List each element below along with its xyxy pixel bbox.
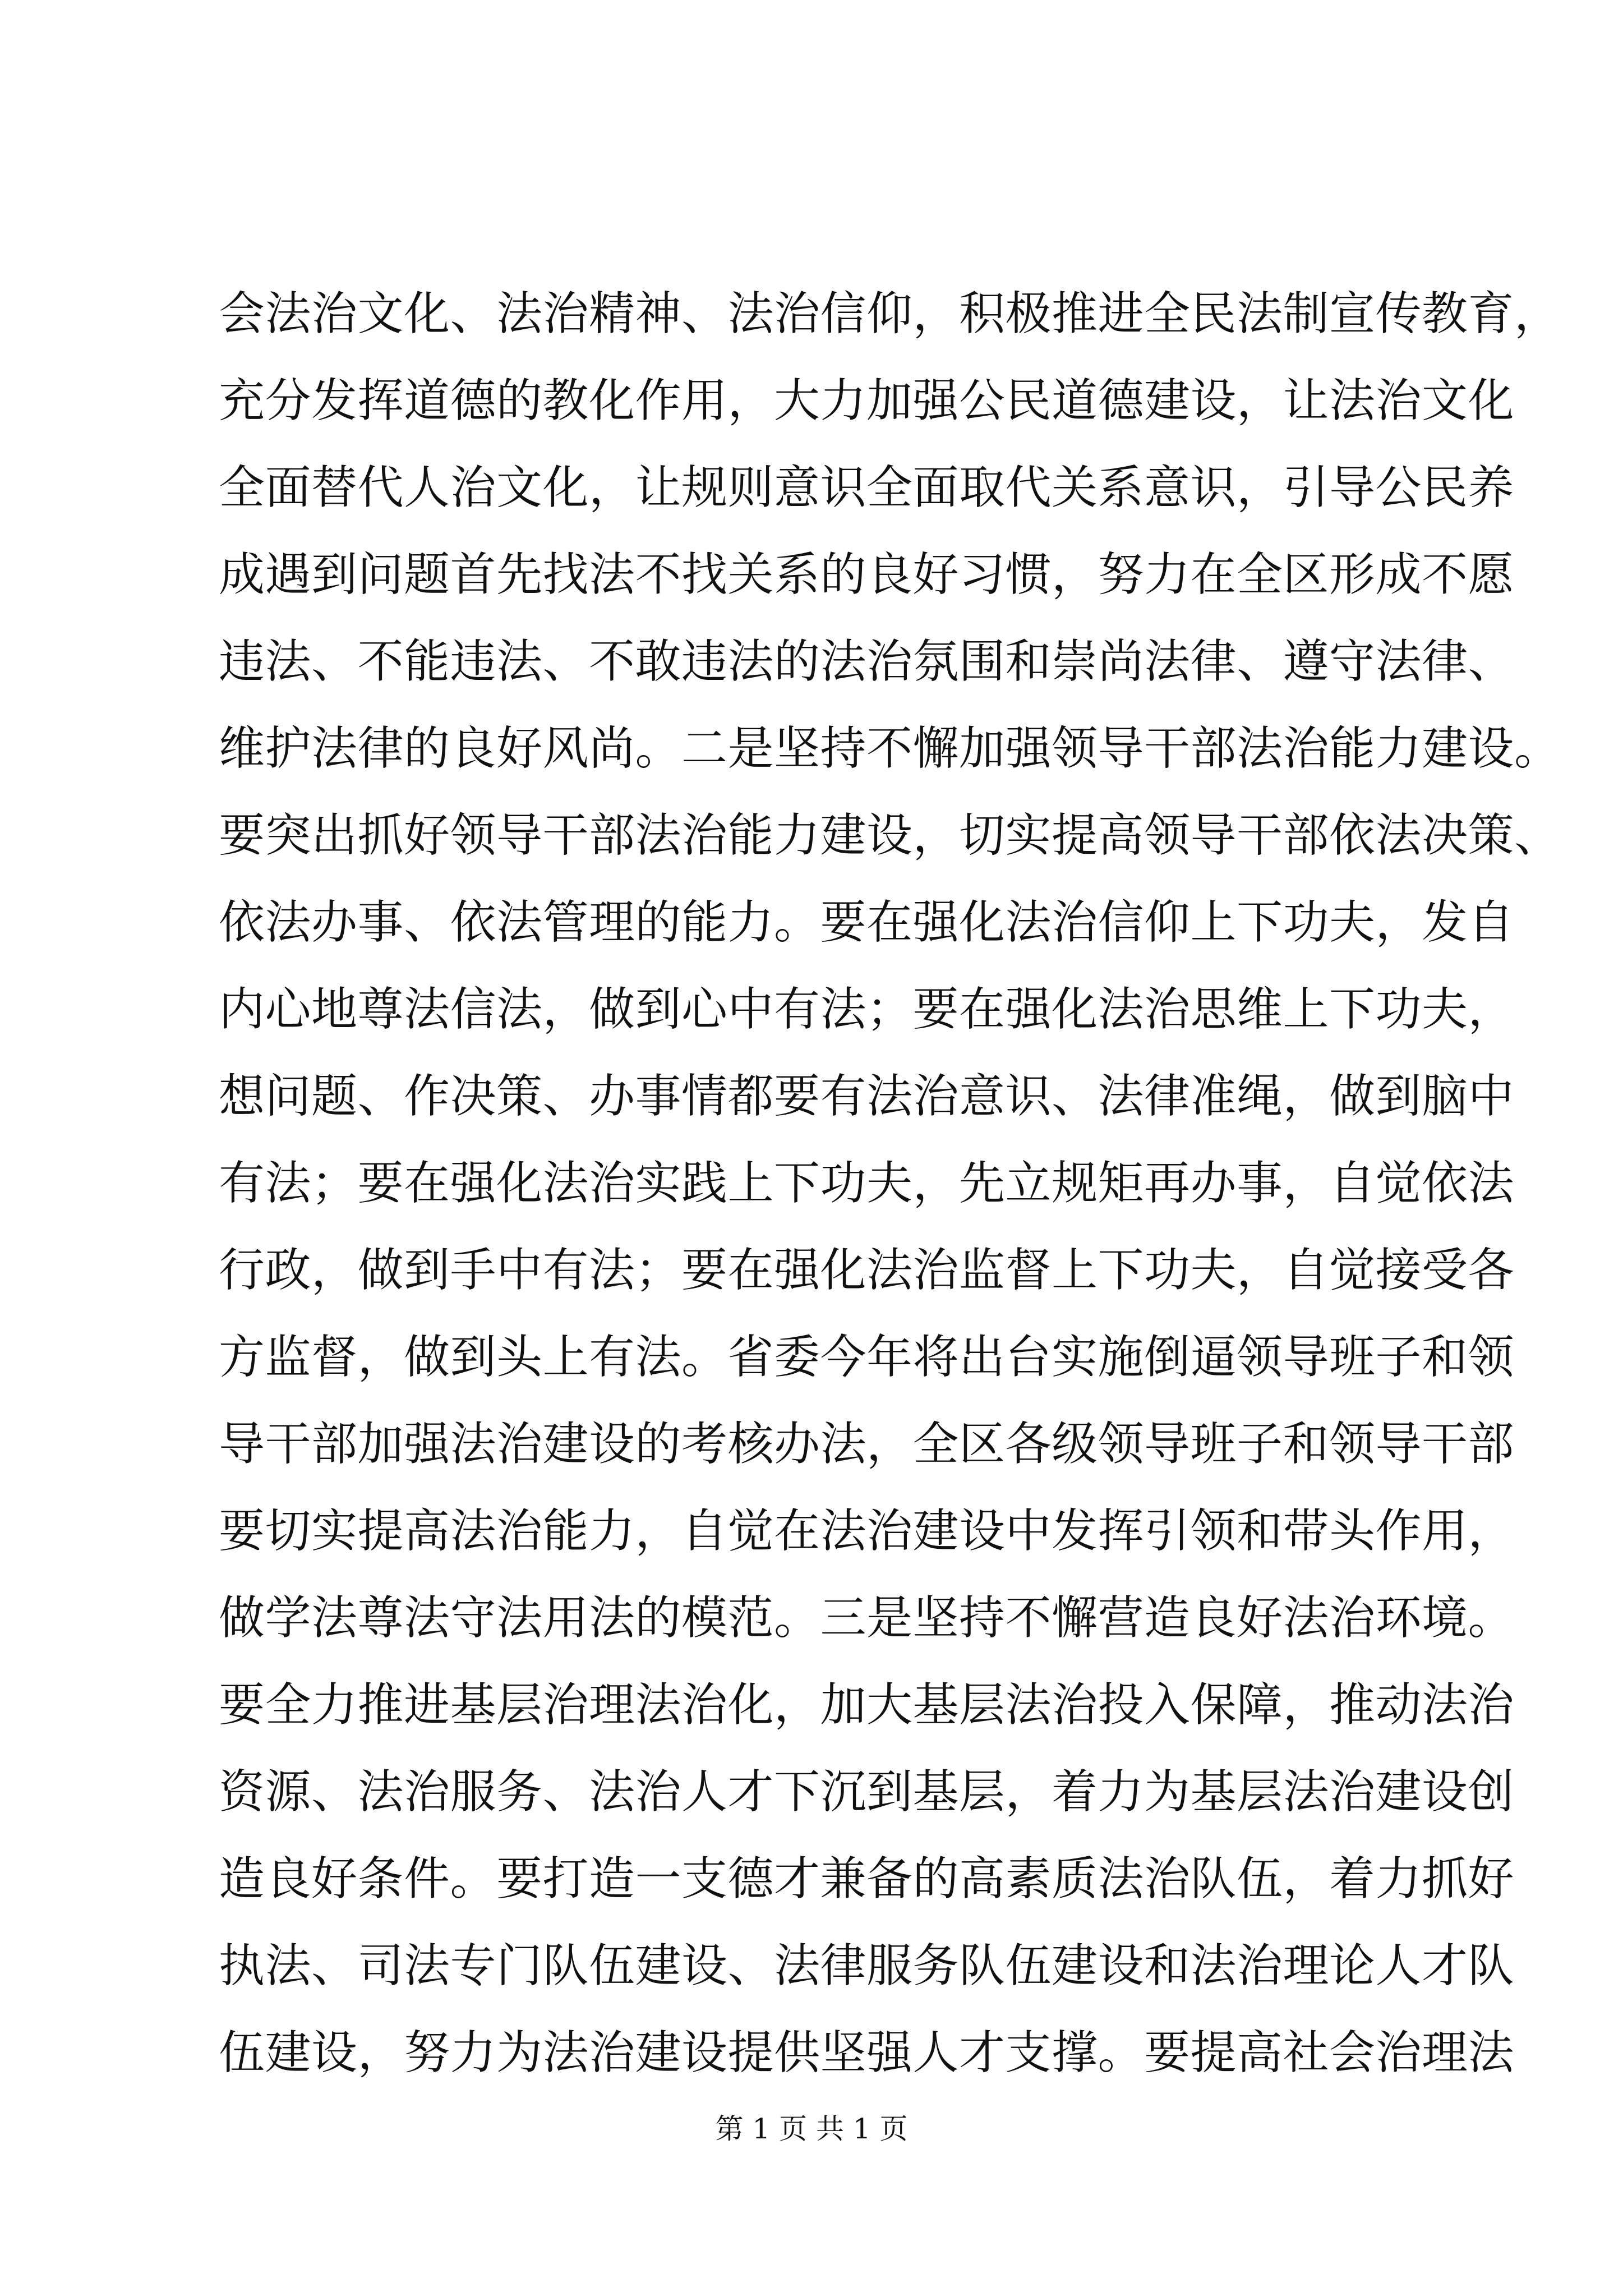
page-footer	[0, 2109, 1623, 2148]
text-line: 会法治文化、法治精神、法治信仰，积极推进全民法制宣传教育，	[219, 287, 1561, 341]
text-line: 想问题、作决策、办事情都要有法治意识、法律准绳，做到脑中	[219, 1070, 1515, 1123]
text-line: 内心地尊法信法，做到心中有法；要在强化法治思维上下功夫，	[219, 983, 1515, 1036]
text-line: 全面替代人治文化，让规则意识全面取代关系意识，引导公民养	[219, 461, 1515, 514]
text-line: 维护法律的良好风尚。二是坚持不懈加强领导干部法治能力建设。	[219, 722, 1561, 775]
text-line: 伍建设，努力为法治建设提供坚强人才支撑。要提高社会治理法	[219, 2026, 1515, 2079]
text-line: 要切实提高法治能力，自觉在法治建设中发挥引领和带头作用，	[219, 1504, 1515, 1558]
text-line: 要突出抓好领导干部法治能力建设，切实提高领导干部依法决策、	[219, 809, 1561, 862]
text-line: 做学法尊法守法用法的模范。三是坚持不懈营造良好法治环境。	[219, 1591, 1515, 1645]
text-line: 要全力推进基层治理法治化，加大基层法治投入保障，推动法治	[219, 1678, 1515, 1732]
text-line: 违法、不能违法、不敢违法的法治氛围和崇尚法律、遵守法律、	[219, 635, 1515, 688]
text-line: 依法办事、依法管理的能力。要在强化法治信仰上下功夫，发自	[219, 896, 1515, 949]
text-line: 有法；要在强化法治实践上下功夫，先立规矩再办事，自觉依法	[219, 1157, 1515, 1210]
text-line: 充分发挥道德的教化作用，大力加强公民道德建设，让法治文化	[219, 374, 1515, 427]
body-text	[219, 270, 1561, 2096]
text-line: 造良好条件。要打造一支德才兼备的高素质法治队伍，着力抓好	[219, 1852, 1515, 1906]
text-line: 方监督，做到头上有法。省委今年将出台实施倒逼领导班子和领	[219, 1331, 1515, 1384]
text-line: 成遇到问题首先找法不找关系的良好习惯，努力在全区形成不愿	[219, 548, 1515, 601]
text-line: 导干部加强法治建设的考核办法，全区各级领导班子和领导干部	[219, 1418, 1515, 1471]
text-line: 行政，做到手中有法；要在强化法治监督上下功夫，自觉接受各	[219, 1244, 1515, 1297]
page-number: 第 1 页 共 1 页	[715, 2113, 908, 2145]
text-line: 资源、法治服务、法治人才下沉到基层，着力为基层法治建设创	[219, 1765, 1515, 1819]
text-line: 执法、司法专门队伍建设、法律服务队伍建设和法治理论人才队	[219, 1939, 1515, 1993]
